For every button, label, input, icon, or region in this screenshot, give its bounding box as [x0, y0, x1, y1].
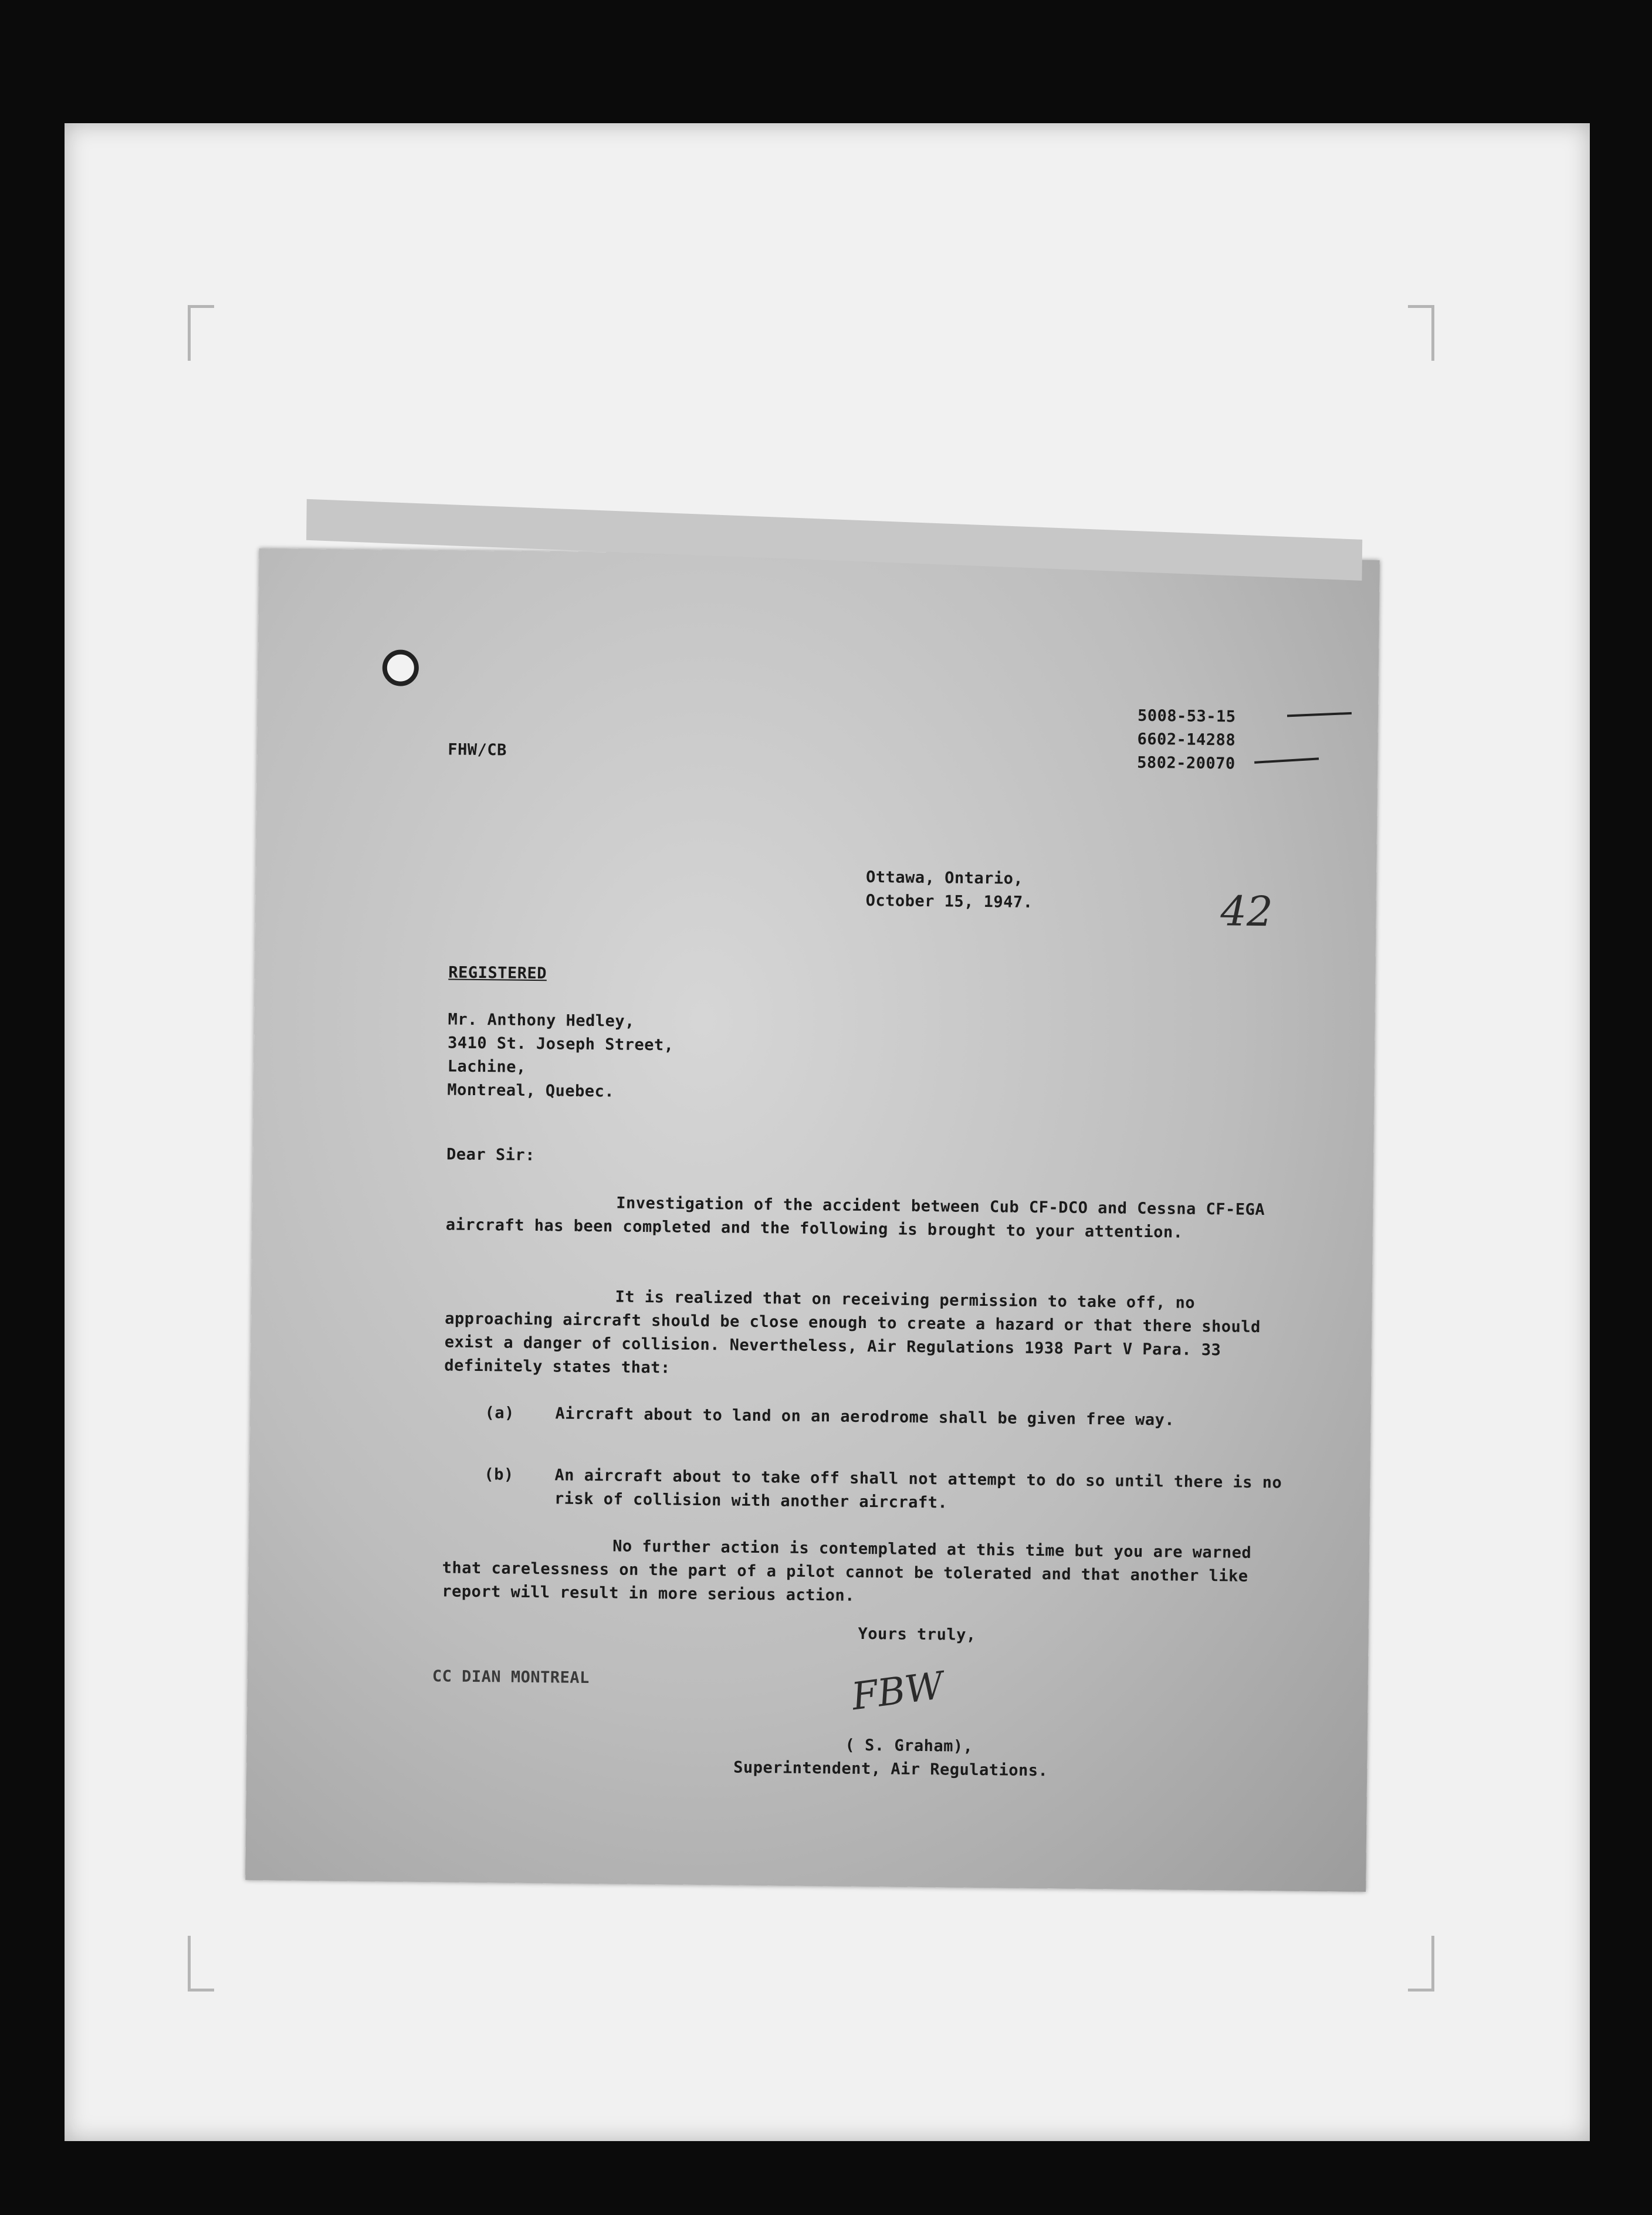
page-number: 42	[1220, 887, 1274, 936]
paragraph-1: Investigation of the accident between Cub CF-DCO and Cessna CF-EGA aircraft has been completed and the following is brought to your attention.	[445, 1194, 1265, 1242]
frame-corner-bottom-left	[188, 1936, 214, 1992]
file-ref-3: 5802-20070	[1137, 753, 1235, 773]
punch-hole	[382, 649, 419, 686]
recipient-line-1: Mr. Anthony Hedley,	[448, 1010, 635, 1031]
letter-place: Ottawa, Ontario,	[865, 868, 1024, 888]
item-b-label: (b)	[484, 1465, 514, 1484]
handwritten-initials: FBW	[849, 1664, 946, 1719]
signatory-title: Superintendent, Air Regulations.	[733, 1758, 1048, 1780]
item-a-label: (a)	[485, 1404, 514, 1423]
frame-corner-bottom-right	[1408, 1936, 1434, 1992]
recipient-line-3: Lachine,	[447, 1057, 526, 1076]
paragraph-2: It is realized that on receiving permission to take off, no approaching aircraft should be close enough to create a hazard or that there should exist a danger of collision. Nevertheless, Air Regulations 1938 Part V Para. 33 definitely states that:	[444, 1288, 1261, 1377]
salutation: Dear Sir:	[446, 1145, 536, 1165]
item-a-text: Aircraft about to land on an aerodrome shall be given free way.	[555, 1404, 1175, 1430]
ref-strike-mark	[1254, 757, 1319, 764]
closing-paragraph: No further action is contemplated at this time but you are warned that carelessness on the part of a pilot cannot be tolerated and that another like report will result in more serious action.	[442, 1537, 1252, 1605]
letter-date: October 15, 1947.	[865, 891, 1033, 912]
item-b-text: An aircraft about to take off shall not attempt to do so until there is no risk of collision with another aircraft.	[554, 1466, 1282, 1512]
registered-label: REGISTERED	[448, 963, 547, 983]
frame-corner-top-left	[188, 305, 214, 361]
letter-sheet	[245, 548, 1380, 1892]
recipient-line-2: 3410 St. Joseph Street,	[447, 1034, 674, 1055]
typist-initials: FHW/CB	[448, 740, 507, 760]
cc-line: CC DIAN MONTREAL	[432, 1667, 590, 1688]
file-ref-1: 5008-53-15	[1137, 706, 1236, 726]
recipient-line-4: Montreal, Quebec.	[447, 1081, 615, 1101]
frame-corner-top-right	[1408, 305, 1434, 361]
ref-check-mark	[1287, 712, 1352, 717]
file-ref-2: 6602-14288	[1137, 730, 1236, 750]
signatory-name: ( S. Graham),	[845, 1736, 973, 1756]
valediction: Yours truly,	[858, 1624, 976, 1644]
